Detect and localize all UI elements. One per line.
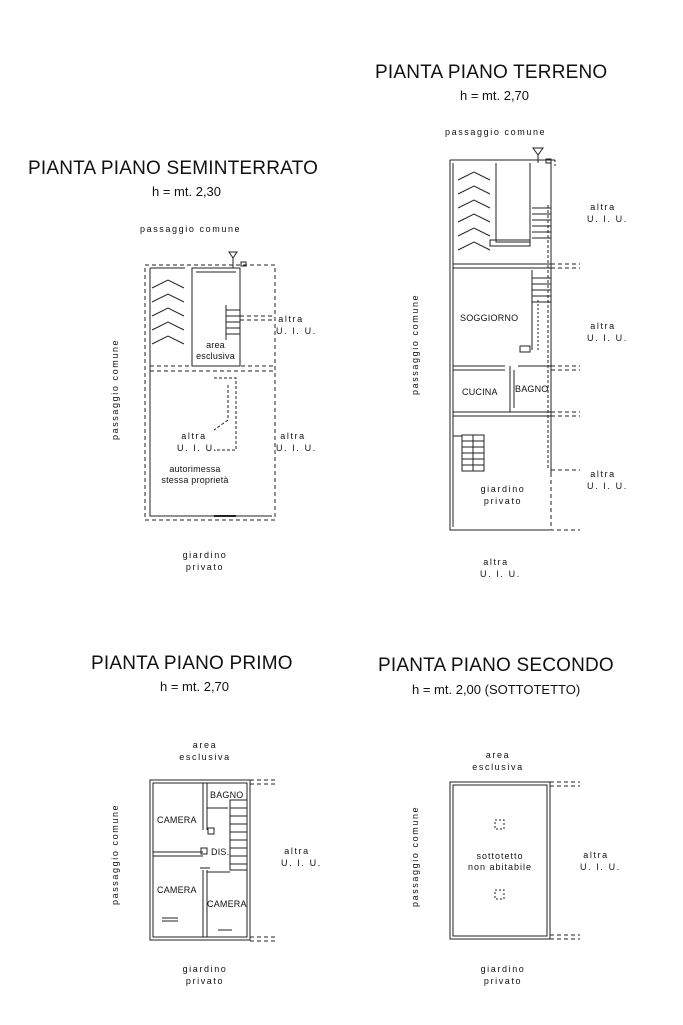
label-altra-3-terreno: altra U. I. U.	[587, 469, 628, 491]
label-passaggio-side-primo: passaggio comune	[110, 803, 120, 905]
label-passaggio-side-secondo: passaggio comune	[410, 805, 420, 907]
plan-height-seminterrato: h = mt. 2,30	[152, 184, 222, 199]
plan-height-primo: h = mt. 2,70	[160, 679, 230, 694]
plan-title-secondo: PIANTA PIANO SECONDO	[378, 655, 614, 676]
plan-title-terreno: PIANTA PIANO TERRENO	[375, 62, 608, 83]
label-passaggio-top-terreno: passaggio comune	[445, 127, 547, 137]
label-altra-1-terreno: altra U. I. U.	[587, 202, 628, 224]
label-giardino-secondo: giardino privato	[480, 964, 526, 986]
label-soggiorno: SOGGIORNO	[460, 313, 519, 323]
plan-title-seminterrato: PIANTA PIANO SEMINTERRATO	[28, 158, 319, 179]
label-bagno-primo: BAGNO	[210, 790, 244, 800]
label-sottotetto: sottotetto non abitabile	[467, 851, 533, 872]
label-altra-2-terreno: altra U. I. U.	[587, 321, 628, 343]
label-autorimessa: autorimessa stessa proprietà	[161, 464, 229, 485]
plan-height-terreno: h = mt. 2,70	[460, 88, 530, 103]
plan-title-primo: PIANTA PIANO PRIMO	[91, 653, 293, 674]
label-altra-3-seminterrato: altra U. I. U.	[276, 431, 317, 453]
label-dis: DIS.	[211, 847, 230, 857]
label-cucina: CUCINA	[462, 387, 498, 397]
plan-primo	[150, 780, 278, 941]
label-altra-1-seminterrato: altra U. I. U.	[276, 314, 317, 336]
label-passaggio-side-terreno: passaggio comune	[410, 293, 420, 395]
label-altra-2-seminterrato: altra U. I. U.	[177, 431, 218, 453]
label-giardino-seminterrato: giardino privato	[182, 550, 228, 572]
label-altra-secondo: altra U. I. U.	[580, 850, 621, 872]
label-altra-primo: altra U. I. U.	[281, 846, 322, 868]
label-camera-3: CAMERA	[207, 899, 247, 909]
label-area-esclusiva-secondo: area esclusiva	[472, 750, 524, 772]
label-passaggio-top-seminterrato: passaggio comune	[140, 224, 242, 234]
label-bagno-terreno: BAGNO	[515, 384, 549, 394]
label-area-esclusiva-seminterrato: area esclusiva	[196, 340, 235, 361]
plan-terreno	[450, 148, 580, 530]
label-area-esclusiva-primo: area esclusiva	[179, 740, 231, 762]
label-giardino-terreno: giardino privato	[480, 484, 526, 506]
label-altra-4-terreno: altra U. I. U.	[480, 557, 521, 579]
label-giardino-primo: giardino privato	[182, 964, 228, 986]
label-camera-1: CAMERA	[157, 815, 197, 825]
label-passaggio-side-seminterrato: passaggio comune	[110, 338, 120, 440]
plan-height-secondo: h = mt. 2,00 (SOTTOTETTO)	[412, 682, 581, 697]
label-camera-2: CAMERA	[157, 885, 197, 895]
